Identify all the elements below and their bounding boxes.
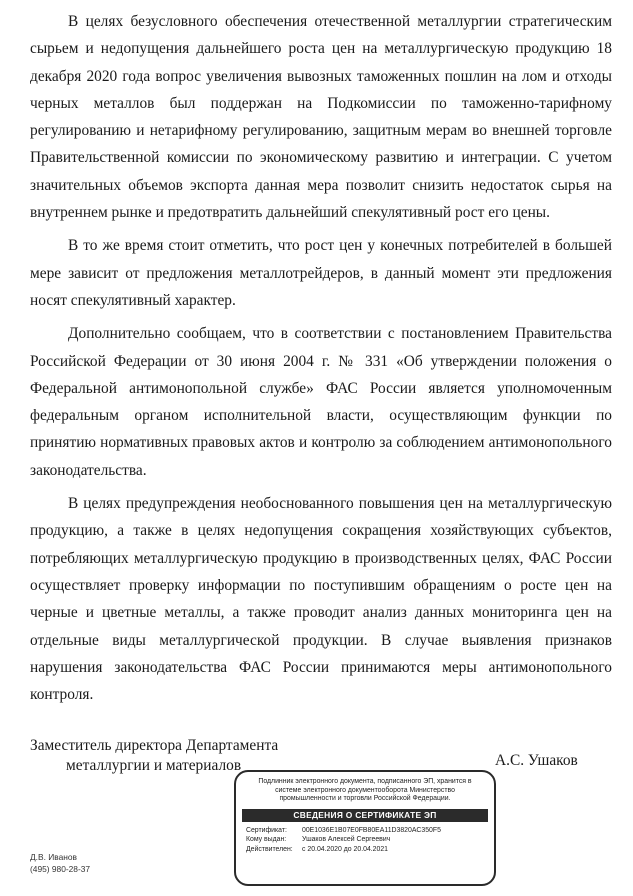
executor-info (30, 851, 90, 875)
signature-title (30, 736, 278, 776)
paragraph-1: В целях безусловного обеспечения отечественной металлургии стратегическим сырьем и недопущения дальнейшего роста цен на металлургическую продукцию 18 декабря 2020 года вопрос увеличения вывозных таможенных пошлин на лом и отходы черных металлов был поддержан на Подкомиссии по таможенно-тарифному регулированию и нетарифному регулированию, защитным мерам во внешней торговле Правительственной комиссии по экономическому развитию и интеграции. С учетом значительных объемов экспорта данная мера позволит снизить недостаток сырья на внутреннем рынке и предотвратить дальнейший спекулятивный рост его цены. (30, 13, 612, 222)
stamp-valid-row (246, 845, 484, 855)
stamp-notice: Подлинник электронного документа, подписанного ЭП, хранится в системе электронного документооборота Министерство промышленности и торговли Российской Федерации. (258, 778, 472, 803)
certificate-label: Сертификат: (246, 826, 287, 834)
issued-to-label: Кому выдан: (246, 836, 287, 844)
issued-to-value: Ушаков Алексей Сергеевич (302, 836, 391, 844)
executor-name: Д.В. Иванов (30, 852, 78, 862)
valid-value: с 20.04.2020 до 20.04.2021 (302, 845, 389, 853)
signer-name: А.С. Ушаков (495, 752, 578, 769)
letter-body (30, 8, 612, 714)
stamp-certificate-row (246, 826, 484, 836)
paragraph-3: Дополнительно сообщаем, что в соответствии с постановлением Правительства Российской Федерации от 30 июня 2004 г. № 331 «Об утверждении положения о Федеральной антимонопольной службе» ФАС России является уполномоченным федеральным органом исполнительной власти, осуществляющим функции по принятию нормативных правовых актов и контролю за соблюдением антимонопольного законодательства. (30, 325, 612, 479)
executor-phone: (495) 980-28-37 (30, 864, 91, 874)
signature-title-line2: металлургии и материалов (66, 757, 242, 774)
paragraph-4: В целях предупреждения необоснованного повышения цен на металлургическую продукцию, а также в целях недопущения сокращения хозяйствующих субъектов, потребляющих металлургическую продукцию в производственных целях, ФАС России осуществляет проверку информации по поступившим обращениям о росте цен на черные и цветные металлы, а также проводит анализ данных мониторинга цен на отдельные виды металлургической продукции. В случае выявления признаков нарушения законодательства ФАС России принимаются меры антимонопольного контроля. (30, 495, 612, 704)
stamp-header: СВЕДЕНИЯ О СЕРТИФИКАТЕ ЭП (242, 809, 488, 822)
certificate-value: 00E1036E1B07E0FB80EA11D3820AC350F5 (302, 826, 441, 834)
signature-title-line1: Заместитель директора Департамента (30, 737, 279, 754)
valid-label: Действителен: (246, 845, 293, 853)
stamp-issued-to-row (246, 835, 484, 845)
paragraph-2: В то же время стоит отметить, что рост цен у конечных потребителей в большей мере зависит от предложения металлотрейдеров, в данный момент эти предложения носят спекулятивный характер. (30, 237, 612, 309)
electronic-signature-stamp (234, 770, 496, 886)
